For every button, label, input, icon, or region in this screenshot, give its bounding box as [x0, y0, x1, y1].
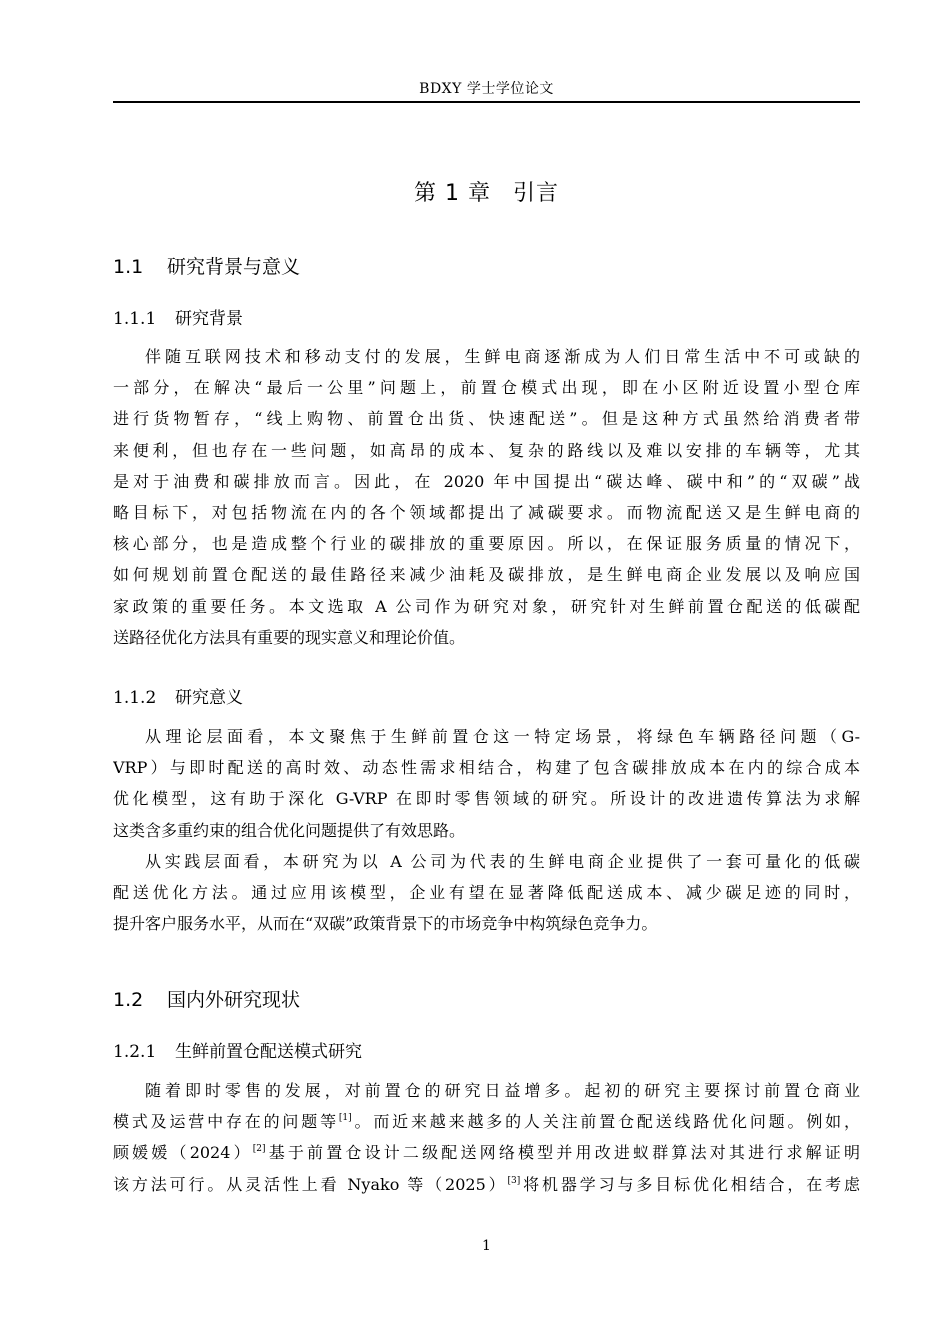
- subsection-title: 研究意义: [175, 688, 243, 708]
- text-line: 从实践层面看，本研究为以 A 公司为代表的生鲜电商企业提供了一套可量化的低碳: [145, 852, 860, 871]
- running-header: BDXY 学士学位论文: [419, 81, 554, 97]
- text-line: 家政策的重要任务。本文选取 A 公司作为研究对象，研究针对生鲜前置仓配送的低碳配: [113, 596, 860, 616]
- text-line: 略目标下，对包括物流在内的各个领域都提出了减碳要求。而物流配送又是生鲜电商的: [113, 502, 860, 522]
- subsection-number: 1.2.1: [113, 1042, 157, 1062]
- text-line: 是对于油费和碳排放而言。因此，在 2020 年中国提出“碳达峰、碳中和”的“双碳”战: [113, 471, 860, 491]
- subsection-heading: [113, 683, 243, 708]
- subsection-heading: [113, 1037, 362, 1062]
- section-heading: [113, 252, 300, 279]
- page-number: 1: [482, 1238, 491, 1254]
- text-line: 从理论层面看，本文聚焦于生鲜前置仓这一特定场景，将绿色车辆路径问题（G-: [145, 727, 860, 746]
- subsection-number: 1.1.1: [113, 309, 157, 329]
- paragraph: [113, 1075, 860, 1200]
- header-rule: [113, 101, 860, 103]
- text-line: 优化模型，这有助于深化 G-VRP 在即时零售领域的研究。所设计的改进遗传算法为求解: [113, 789, 860, 809]
- paragraph: [113, 341, 860, 653]
- text-line: 一部分，在解决“最后一公里”问题上，前置仓模式出现，即在小区附近设置小型仓库: [113, 378, 860, 398]
- chapter-number: 第 1 章: [414, 181, 491, 206]
- text-line: 如何规划前置仓配送的最佳路径来减少油耗及碳排放，是生鲜电商企业发展以及响应国: [113, 565, 860, 585]
- section-heading: [113, 985, 300, 1012]
- text-line: 来便利，但也存在一些问题，如高昂的成本、复杂的路线以及难以安排的车辆等，尤其: [113, 440, 860, 460]
- text-line: 配送优化方法。通过应用该模型，企业有望在显著降低配送成本、减少碳足迹的同时，: [113, 883, 860, 903]
- text-line: 送路径优化方法具有重要的现实意义和理论价值。: [113, 627, 466, 647]
- text-run: 顾媛媛（2024）: [113, 1143, 253, 1163]
- text-line: VRP）与即时配送的高时效、动态性需求相结合，构建了包含碳排放成本在内的综合成本: [113, 758, 860, 778]
- subsection-number: 1.1.2: [113, 688, 157, 708]
- citation-ref[interactable]: [2]: [252, 1144, 266, 1155]
- text-line: 这类含多重约束的组合优化问题提供了有效思路。: [113, 820, 466, 840]
- text-run: 随着即时零售的发展，对前置仓的研究日益增多。起初的研究主要探讨前置仓商业: [145, 1081, 860, 1100]
- subsection-heading: [113, 304, 243, 329]
- chapter-name: 引言: [512, 181, 559, 206]
- section-title: 研究背景与意义: [167, 256, 301, 278]
- text-run: 基于前置仓设计二级配送网络模型并用改进蚁群算法对其进行求解证明: [265, 1143, 860, 1163]
- chapter-title: [113, 176, 860, 207]
- text-line: [113, 1169, 860, 1200]
- text-run: 。而近来越来越多的人关注前置仓配送线路优化问题。例如，: [351, 1112, 860, 1132]
- paragraph: [113, 846, 860, 940]
- text-line: 伴随互联网技术和移动支付的发展，生鲜电商逐渐成为人们日常生活中不可或缺的: [145, 347, 860, 366]
- text-line: [113, 1137, 860, 1168]
- text-line: 核心部分，也是造成整个行业的碳排放的重要原因。所以，在保证服务质量的情况下，: [113, 534, 860, 554]
- text-line: 提升客户服务水平，从而在“双碳”政策背景下的市场竞争中构筑绿色竞争力。: [113, 914, 658, 934]
- text-run: 模式及运营中存在的问题等: [113, 1112, 339, 1132]
- text-line: 进行货物暂存，“线上购物、前置仓出货、快速配送”。但是这种方式虽然给消费者带: [113, 409, 860, 429]
- text-line: [113, 1106, 860, 1137]
- text-run: 将机器学习与多目标优化相结合，在考虑: [520, 1174, 860, 1194]
- subsection-title: 生鲜前置仓配送模式研究: [175, 1042, 362, 1062]
- citation-ref[interactable]: [3]: [507, 1175, 521, 1186]
- section-title: 国内外研究现状: [167, 989, 301, 1011]
- text-line: [113, 1075, 860, 1106]
- paragraph: [113, 721, 860, 846]
- text-run: 该方法可行。从灵活性上看 Nyako 等（2025）: [113, 1174, 508, 1194]
- section-number: 1.2: [113, 989, 144, 1011]
- citation-ref[interactable]: [1]: [338, 1113, 352, 1124]
- section-number: 1.1: [113, 256, 144, 278]
- subsection-title: 研究背景: [175, 309, 243, 329]
